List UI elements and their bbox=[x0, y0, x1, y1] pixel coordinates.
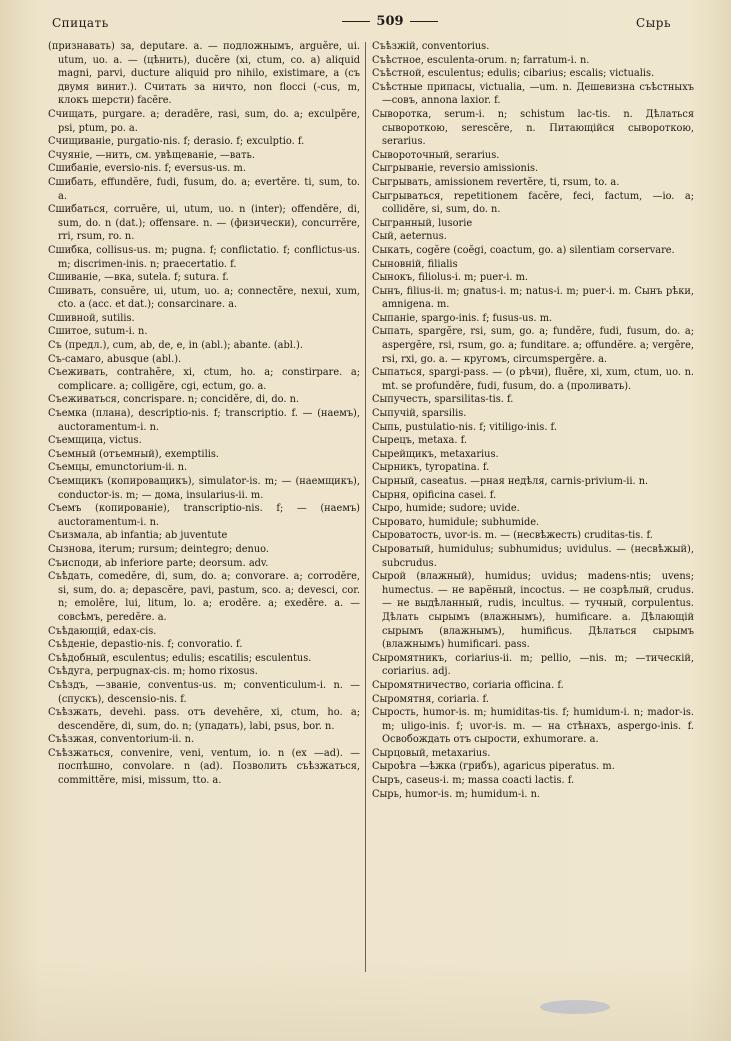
dictionary-entry: Съѣдобный, esculentus; edulis; escatilis; esculentus. bbox=[48, 652, 312, 664]
dictionary-entry: Сшитое, sutum-i. n. bbox=[48, 326, 148, 338]
dictionary-entry: Съѣстное, esculenta-orum. n; farratum-i. n. bbox=[372, 54, 590, 66]
dictionary-entry: Съѣздъ, —званіе, conventus-us. m; conventiculum-i. n. — (спускъ), descensio-nis. f. bbox=[48, 679, 360, 705]
page-number bbox=[320, 14, 460, 29]
dictionary-entry: Съѣзжій, conventorius. bbox=[372, 41, 490, 52]
dictionary-entry: Сшивной, sutilis. bbox=[48, 312, 135, 324]
dictionary-entry: Сыгрываніе, reversio amissionis. bbox=[372, 163, 539, 175]
dictionary-entry: Сыръ, caseus-i. m; massa coacti lactis. f. bbox=[372, 775, 575, 787]
dictionary-entry: Сыпь, pustulatio-nis. f; vitiligo-inis. f. bbox=[372, 421, 557, 433]
dictionary-entry: Съѣдающій, edax-cis. bbox=[48, 625, 157, 637]
dictionary-entry: Съѣстные припасы, victualia, —um. n. Дешевизна съѣстныхъ —совъ, annona laxior. f. bbox=[372, 81, 694, 107]
dictionary-entry: Сывороточный, serarius. bbox=[372, 149, 500, 161]
dictionary-entry: Сшивать, consuĕre, ui, utum, uo. a; connectĕre, nexui, xum, cto. a (acc. et dat.); consarcinare. a. bbox=[48, 285, 360, 311]
dictionary-entry: Сыкать, cogĕre (coĕgi, coactum, go. a) silentiam corservare. bbox=[372, 244, 675, 256]
dictionary-entry: Счуяніе, —нить, см. увѣщеваніе, —вать. bbox=[48, 149, 255, 161]
dictionary-entry: Сыпаніе, spargo-inis. f; fusus-us. m. bbox=[372, 312, 553, 324]
left-column bbox=[48, 40, 360, 788]
dictionary-entry: Сырь, humor-is. m; humidum-i. n. bbox=[372, 788, 541, 800]
dictionary-entry: Съемъ (копированіе), transcriptio-nis. f; — (наемъ) auctoramentum-i. n. bbox=[48, 503, 360, 528]
dictionary-entry: Сыпучесть, sparsilitas-tis. f. bbox=[372, 394, 514, 406]
dictionary-entry: Сыромятня, coriaria. f. bbox=[372, 693, 489, 705]
ink-blot bbox=[540, 1000, 610, 1014]
dictionary-entry: Съѣденіе, depastio-nis. f; convoratio. f. bbox=[48, 639, 243, 651]
column-divider bbox=[365, 42, 366, 972]
dictionary-entry: Сшибать, effundĕre, fudi, fusum, do. a; evertĕre. ti, sum, to. a. bbox=[48, 176, 360, 202]
dictionary-entry: Сырецъ, metaxa. f. bbox=[372, 435, 467, 447]
dictionary-entry: Сызнова, iterum; rursum; deintegro; denuo. bbox=[48, 543, 269, 555]
dictionary-entry: Сшиваніе, —вка, sutela. f; sutura. f. bbox=[48, 272, 229, 284]
dictionary-entry: Сыроватость, uvor-is. m. — (несвѣжесть) cruditas-tis. f. bbox=[372, 530, 653, 542]
dictionary-entry: Сыворотка, serum-i. n; schistum lac-tis. n. Дѣлаться сывороткою, serescĕre, n. Питающійся сывороткою, serarius. bbox=[372, 108, 694, 148]
dictionary-entry: Сыроватый, humidulus; subhumidus; uvidulus. — (несвѣжый), subcrudus. bbox=[372, 543, 694, 569]
dictionary-entry: Сшибаніе, eversio-nis. f; eversus-us. m. bbox=[48, 163, 246, 175]
dictionary-entry: Съѣдуга, perpugnax-cis. m; homo rixosus. bbox=[48, 666, 258, 678]
dictionary-entry: Сыромятничество, coriaria officina. f. bbox=[372, 679, 564, 691]
page-stain bbox=[0, 960, 731, 1041]
dictionary-entry: Съемщица, victus. bbox=[48, 435, 142, 447]
dictionary-entry: Съ-самаго, abusque (abl.). bbox=[48, 353, 182, 365]
header-right-word: Сырь bbox=[636, 16, 671, 30]
dictionary-entry: (признавать) за, deputare. a. — подложнымъ, arguĕre, ui. utum, uo. a. — (цѣнить), ducĕre (xi, ctum, co. a) aliquid magni, parvi, ducture aliquid pro nihilo, existimare, a (съ двумя винит.). Считать за ничто, non flocci (-cus, m, клокъ шерсти) facĕre. bbox=[48, 41, 360, 107]
dictionary-entry: Сырой (влажный), humidus; uvidus; madens-ntis; uvens; humectus. — не варёный, incoctus. — не созрѣлый, crudus. — не выдѣланный, rudis, incultus. — тучный, corpulentus. Дѣлать сырымъ (влажнымъ), humificare. a. Дѣлающій сырымъ (влажнымъ), humificus. Дѣлаться сырымъ (влажнымъ) humificari. pass. bbox=[372, 571, 694, 651]
dictionary-entry: Съемный (отъемный), exemptilis. bbox=[48, 448, 219, 460]
dictionary-entry: Съемка (плана), descriptio-nis. f; transcriptio. f. — (наемъ), auctoramentum-i. n. bbox=[48, 408, 360, 433]
page-header bbox=[40, 14, 691, 34]
dictionary-entry: Съисподи, ab inferiore parte; deorsum. adv. bbox=[48, 557, 269, 569]
page-number-text: 509 bbox=[376, 14, 404, 29]
dictionary-entry: Сырный, caseatus. —рная недѣля, carnis-privium-ii. n. bbox=[372, 476, 649, 487]
dictionary-entry: Сыгрываться, repetitionem facĕre, feci, factum, —io. a; collidĕre, si, sum, do. n. bbox=[372, 190, 694, 216]
dictionary-entry: Съѣзжаться, convenire, veni, ventum, io. n (ex —ad). — поспѣшно, convolare. n (ad). Позволить съѣзжаться, committĕre, misi, missum, tto. a. bbox=[48, 747, 360, 787]
dictionary-entry: Сыроѣга —ѣжка (грибъ), agaricus piperatus. m. bbox=[372, 761, 615, 773]
dictionary-entry: Счищать, purgare. a; deradĕre, rasi, sum, do. a; exculpĕre, psi, ptum, po. a. bbox=[48, 108, 360, 134]
dictionary-entry: Съемщикъ (копироващикъ), simulator-is. m; — (наемщикъ), conductor-is. m; — дома, insularius-ii. m. bbox=[48, 476, 360, 501]
dictionary-entry: Съеживаться, concrispare. n; concidĕre, di, do. n. bbox=[48, 394, 300, 406]
dictionary-entry: Сырцовый, metaxarius. bbox=[372, 747, 491, 759]
header-rule-left bbox=[342, 21, 370, 22]
dictionary-entry: Съеживать, contrahĕre, xi, ctum, ho. a; constirpare. a; complicare. a; colligĕre, cgi, ectum, go. a. bbox=[48, 367, 360, 392]
dictionary-entry: Сыпучій, sparsilis. bbox=[372, 408, 467, 420]
dictionary-entry: Счищиваніе, purgatio-nis. f; derasio. f; exculptio. f. bbox=[48, 136, 305, 148]
dictionary-entry: Съ (предл.), cum, ab, de, e, in (abl.); abante. (abl.). bbox=[48, 340, 303, 352]
dictionary-entry: Сшибка, collisus-us. m; pugna. f; conflictatio. f; conflictus-us. m; discrimen-inis. n; praecertatio. f. bbox=[48, 244, 360, 270]
dictionary-entry: Съѣзжать, devehi. pass. отъ devehĕre, xi, ctum, ho. a; descendĕre, di, sum, do. n; (упадать), labi, psus, bor. n. bbox=[48, 707, 360, 732]
dictionary-entry: Сырость, humor-is. m; humiditas-tis. f; humidum-i. n; mador-is. m; uligo-inis. f; uvor-is. m. — на стѣнахъ, aspergo-inis. f. Освобождать отъ сырости, exhumorare. a. bbox=[372, 707, 694, 746]
dictionary-entry: Сыгранный, lusorie bbox=[372, 217, 473, 229]
dictionary-entry: Съѣзжая, conventorium-ii. n. bbox=[48, 734, 195, 746]
header-rule-right bbox=[410, 21, 438, 22]
dictionary-entry: Сынокъ, filiolus-i. m; puer-i. m. bbox=[372, 272, 528, 284]
dictionary-entry: Сыгрывать, amissionem revertĕre, ti, rsum, to. a. bbox=[372, 176, 620, 188]
dictionary-entry: Сыроватo, humidule; subhumide. bbox=[372, 516, 540, 528]
dictionary-entry: Сшибаться, corruĕre, ui, utum, uo. n (inter); offendĕre, di, sum, do. n (dat.); offensare. n. — (физически), concurrĕre, rri, rsum, ro. n. bbox=[48, 204, 360, 243]
dictionary-entry: Сыпать, spargĕre, rsi, sum, go. a; fundĕre, fudi, fusum, do. a; aspergĕre, rsi, rsum, go. a; funditare. a; offundĕre. a; vergĕre, rsi, rxi, go. a. — кругомъ, circumspergĕre. a. bbox=[372, 326, 694, 365]
right-column bbox=[372, 40, 694, 801]
dictionary-entry: Съизмала, ab infantia; ab juventute bbox=[48, 530, 228, 542]
dictionary-entry: Сырейщикъ, metaxarius. bbox=[372, 448, 499, 460]
header-left-word: Спицать bbox=[52, 16, 109, 30]
dictionary-entry: Съѣстной, esculentus; edulis; cibarius; escalis; victualis. bbox=[372, 68, 655, 80]
dictionary-entry: Сырникъ, tyropatina. f. bbox=[372, 462, 490, 474]
dictionary-entry: Съемцы, emunctorium-ii. n. bbox=[48, 462, 188, 474]
dictionary-entry: Съѣдать, comedĕre, di, sum, do. a; convorare. a; corrodĕre, si, sum, do. a; depascĕre, pavi, pastum, sco. a; devesci, cor. n; emolĕre, lui, litum, lo. a; erodĕre. a; exedĕre. a. — совсѣмъ, peredĕre. a. bbox=[48, 571, 360, 623]
dictionary-entry: Сыпаться, spargi-pass. — (о рѣчи), fluĕre, xi, xum, ctum, uo. n. mt. se profundĕre, fudi, fusum, do. a (проливать). bbox=[372, 367, 694, 392]
dictionary-entry: Сыромятникъ, coriarius-ii. m; pellio, —nis. m; —тическій, coriarius. adj. bbox=[372, 652, 694, 678]
dictionary-entry: Сый, aeternus. bbox=[372, 231, 447, 243]
dictionary-entry: Сынъ, filius-ii. m; gnatus-i. m; natus-i. m; puer-i. m. Сынъ рѣки, amnigena. m. bbox=[372, 285, 694, 311]
dictionary-entry: Сырня, opificina casei. f. bbox=[372, 489, 497, 501]
dictionary-entry: Сыро, humide; sudore; uvide. bbox=[372, 503, 520, 515]
dictionary-entry: Сыновній, filialis bbox=[372, 258, 458, 270]
